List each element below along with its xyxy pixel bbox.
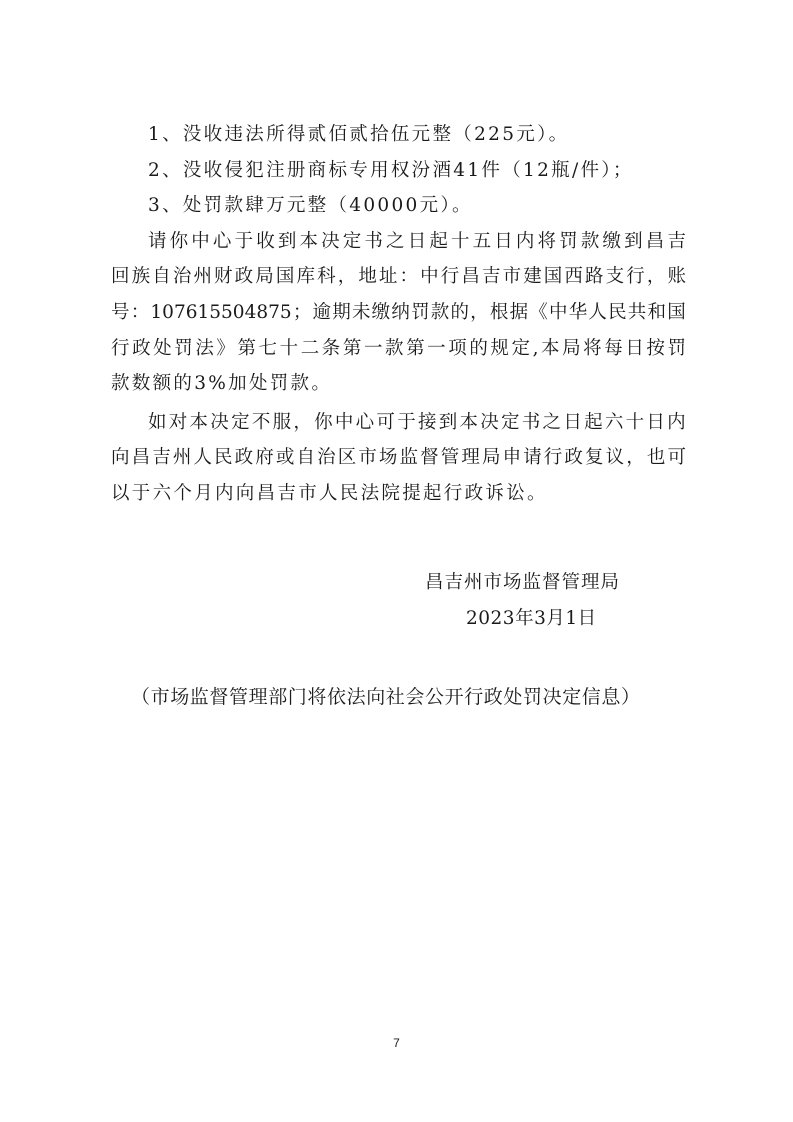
public-disclosure-notice: （市场监督管理部门将依法向社会公开行政处罚决定信息） xyxy=(131,686,641,708)
appeal-paragraph-line: 以于六个月内向昌吉市人民法院提起行政诉讼。 xyxy=(111,482,548,504)
payment-paragraph-line: 请 你 中 心 于 收 到 本 决 定 书 之 日 起 十 五 日 内 将 罚 款 缴 到 昌 吉 xyxy=(148,230,686,252)
appeal-paragraph-line: 向 昌 吉 州 人 民 政 府 或 自 治 区 市 场 监 督 管 理 局 申 请 行 政 复 议 ， 也 可 xyxy=(111,447,686,469)
appeal-paragraph-line: 如 对 本 决 定 不 服 ， 你 中 心 可 于 接 到 本 决 定 书 之 日 起 六 十 日 内 xyxy=(148,411,686,433)
decision-body xyxy=(111,117,686,512)
penalty-item-3: 3、处罚款肆万元整（40000元）。 xyxy=(148,195,473,217)
payment-paragraph-line: 款数额的3%加处罚款。 xyxy=(111,373,333,395)
payment-paragraph-line: 号 ： 107615504875 ； 逾 期 未 缴 纳 罚 款 的 ， 根 据 《 中 华 人 民 共 和 国 xyxy=(111,301,686,323)
penalty-item-1: 1、没收违法所得贰佰贰拾伍元整（225元）。 xyxy=(148,124,570,145)
issuing-organization: 昌吉州市场监督管理局 xyxy=(425,572,621,593)
payment-paragraph-line: 回 族 自 治 州 财 政 局 国 库 科 ， 地 址 ： 中 行 昌 吉 市 建 国 西 路 支 行 ， 账 xyxy=(111,266,686,288)
page-number: 7 xyxy=(393,1036,400,1050)
issue-date: 2023年3月1日 xyxy=(466,608,597,629)
signature-block xyxy=(380,565,700,637)
payment-paragraph-line: 行 政 处 罚 法 》 第 七 十 二 条 第 一 款 第 一 项 的 规 定 , 本 局 将 每 日 按 罚 xyxy=(111,337,686,359)
penalty-item-2: 2、没收侵犯注册商标专用权汾酒41件（12瓶/件）； xyxy=(148,159,634,181)
